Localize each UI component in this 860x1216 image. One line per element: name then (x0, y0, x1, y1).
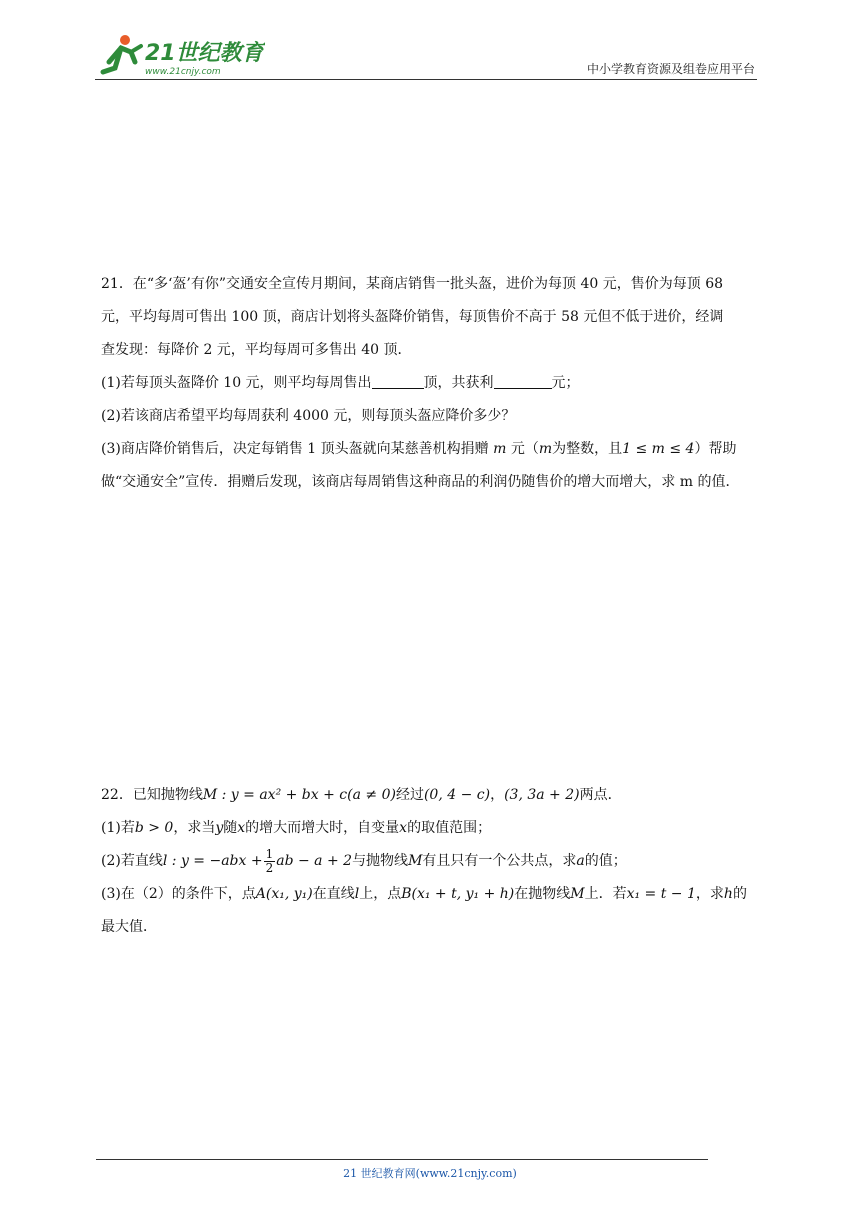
var-M-2: M (570, 886, 585, 902)
question-22 (101, 779, 763, 944)
q22-p3-d: 在抛物线 (514, 886, 571, 902)
q22-p2-b: 与抛物线 (352, 853, 409, 869)
q22-intro-text-a: 22．已知抛物线 (101, 787, 203, 803)
q22-p3-g: 的 (732, 886, 747, 902)
q22-intro-text-b: 经过 (395, 787, 424, 803)
q22-p2-d: 的值； (584, 853, 627, 869)
fraction-denominator: 2 (265, 860, 274, 875)
q22-part2 (101, 845, 763, 878)
parabola-equation: M : y = ax² + bx + c(a ≠ 0) (202, 787, 396, 803)
q21-part3-line2: 做“交通安全”宣传．捐赠后发现，该商店每周销售这种商品的利润仍随售价的增大而增大，求 m 的值． (101, 474, 740, 490)
q22-intro-text-d: 两点． (579, 787, 622, 803)
m-range: 1 ≤ m ≤ 4 (622, 441, 695, 457)
point-A: A(x₁, y₁) (255, 886, 313, 902)
q22-p2-a: (2)若直线 (101, 853, 163, 869)
line-equation-pre: l : y = −abx + (162, 853, 263, 869)
line-equation-post: ab − a + 2 (276, 853, 353, 869)
q21-part3-text-d: ）帮助 (694, 441, 737, 457)
platform-name: 中小学教育资源及组卷应用平台 (586, 62, 755, 76)
footer-link[interactable]: 21 世纪教育网(www.21cnjy.com) (343, 1167, 517, 1180)
q21-intro-line1: 21．在“多‘盔’有你”交通安全宣传月期间，某商店销售一批头盔，进价为每顶 40 元，售价为每顶 68 (101, 276, 724, 292)
q21-part2: (2)若该商店希望平均每周获利 4000 元，则每顶头盔应降价多少？ (101, 408, 516, 424)
q22-p3-b: 在直线 (312, 886, 355, 902)
var-m-2: m (538, 441, 553, 457)
q22-part1 (101, 812, 763, 845)
page-header (95, 32, 757, 80)
var-y: y (215, 820, 224, 836)
answer-blank-1[interactable] (372, 374, 424, 389)
q21-part1-text-b: 顶，共获利 (423, 375, 494, 391)
q22-p2-c: 有且只有一个公共点，求 (422, 853, 577, 869)
q22-part3-line2: 最大值． (101, 919, 157, 935)
q22-intro (101, 779, 763, 812)
q21-part1 (101, 367, 763, 400)
q21-part3-text-a: (3)商店降价销售后，决定每销售 1 顶头盔就向某慈善机构捐赠 (101, 441, 489, 457)
q22-intro-sep: ， (490, 787, 505, 803)
q21-intro-line2: 元，平均每周可售出 100 顶，商店计划将头盔降价销售，每顶售价不高于 58 元但不低于进价，经调 (101, 309, 724, 325)
q21-part1-text-c: 元； (551, 375, 580, 391)
q21-part3-text-c: 为整数，且 (552, 441, 623, 457)
q21-part3-text-b: 元（ (510, 441, 539, 457)
fraction-numerator: 1 (265, 846, 274, 861)
footer-divider (96, 1159, 708, 1160)
q22-p1-e: 的取值范围； (407, 820, 492, 836)
b-condition: b > 0 (134, 820, 174, 836)
var-x-2: x (399, 820, 408, 836)
point-2: (3, 3a + 2) (504, 787, 580, 803)
var-m: m (493, 441, 507, 457)
answer-blank-2[interactable] (494, 374, 552, 389)
fraction-one-half (264, 848, 276, 875)
q21-intro-line3: 查发现：每降价 2 元，平均每周可多售出 40 顶． (101, 342, 412, 358)
q22-p3-c: 上，点 (359, 886, 402, 902)
q22-p1-c: 随 (223, 820, 238, 836)
var-h: h (723, 886, 733, 902)
q22-p3-a: (3)在（2）的条件下，点 (101, 886, 256, 902)
site-logo (95, 32, 265, 78)
q22-p1-a: (1)若 (101, 820, 135, 836)
point-1: (0, 4 − c) (423, 787, 491, 803)
q21-part3-line1 (101, 433, 763, 466)
logo-text: 21世纪教育 (145, 41, 264, 66)
var-x: x (237, 820, 246, 836)
q22-p1-d: 的增大而增大时，自变量 (245, 820, 400, 836)
q22-p1-b: ，求当 (173, 820, 216, 836)
var-M: M (408, 853, 423, 869)
var-a: a (576, 853, 585, 869)
x1-condition: x₁ = t − 1 (626, 886, 696, 902)
q22-p3-e: 上．若 (584, 886, 627, 902)
logo-url: www.21cnjy.com (145, 67, 221, 77)
runner-icon (103, 35, 141, 72)
q21-part1-text-a: (1)若每顶头盔降价 10 元，则平均每周售出 (101, 375, 372, 391)
point-B: B(x₁ + t, y₁ + h) (401, 886, 515, 902)
var-l: l (354, 886, 360, 902)
question-21 (101, 268, 763, 499)
q22-p3-f: ，求 (695, 886, 724, 902)
header-divider (95, 79, 757, 80)
q22-part3-line1 (101, 878, 763, 911)
